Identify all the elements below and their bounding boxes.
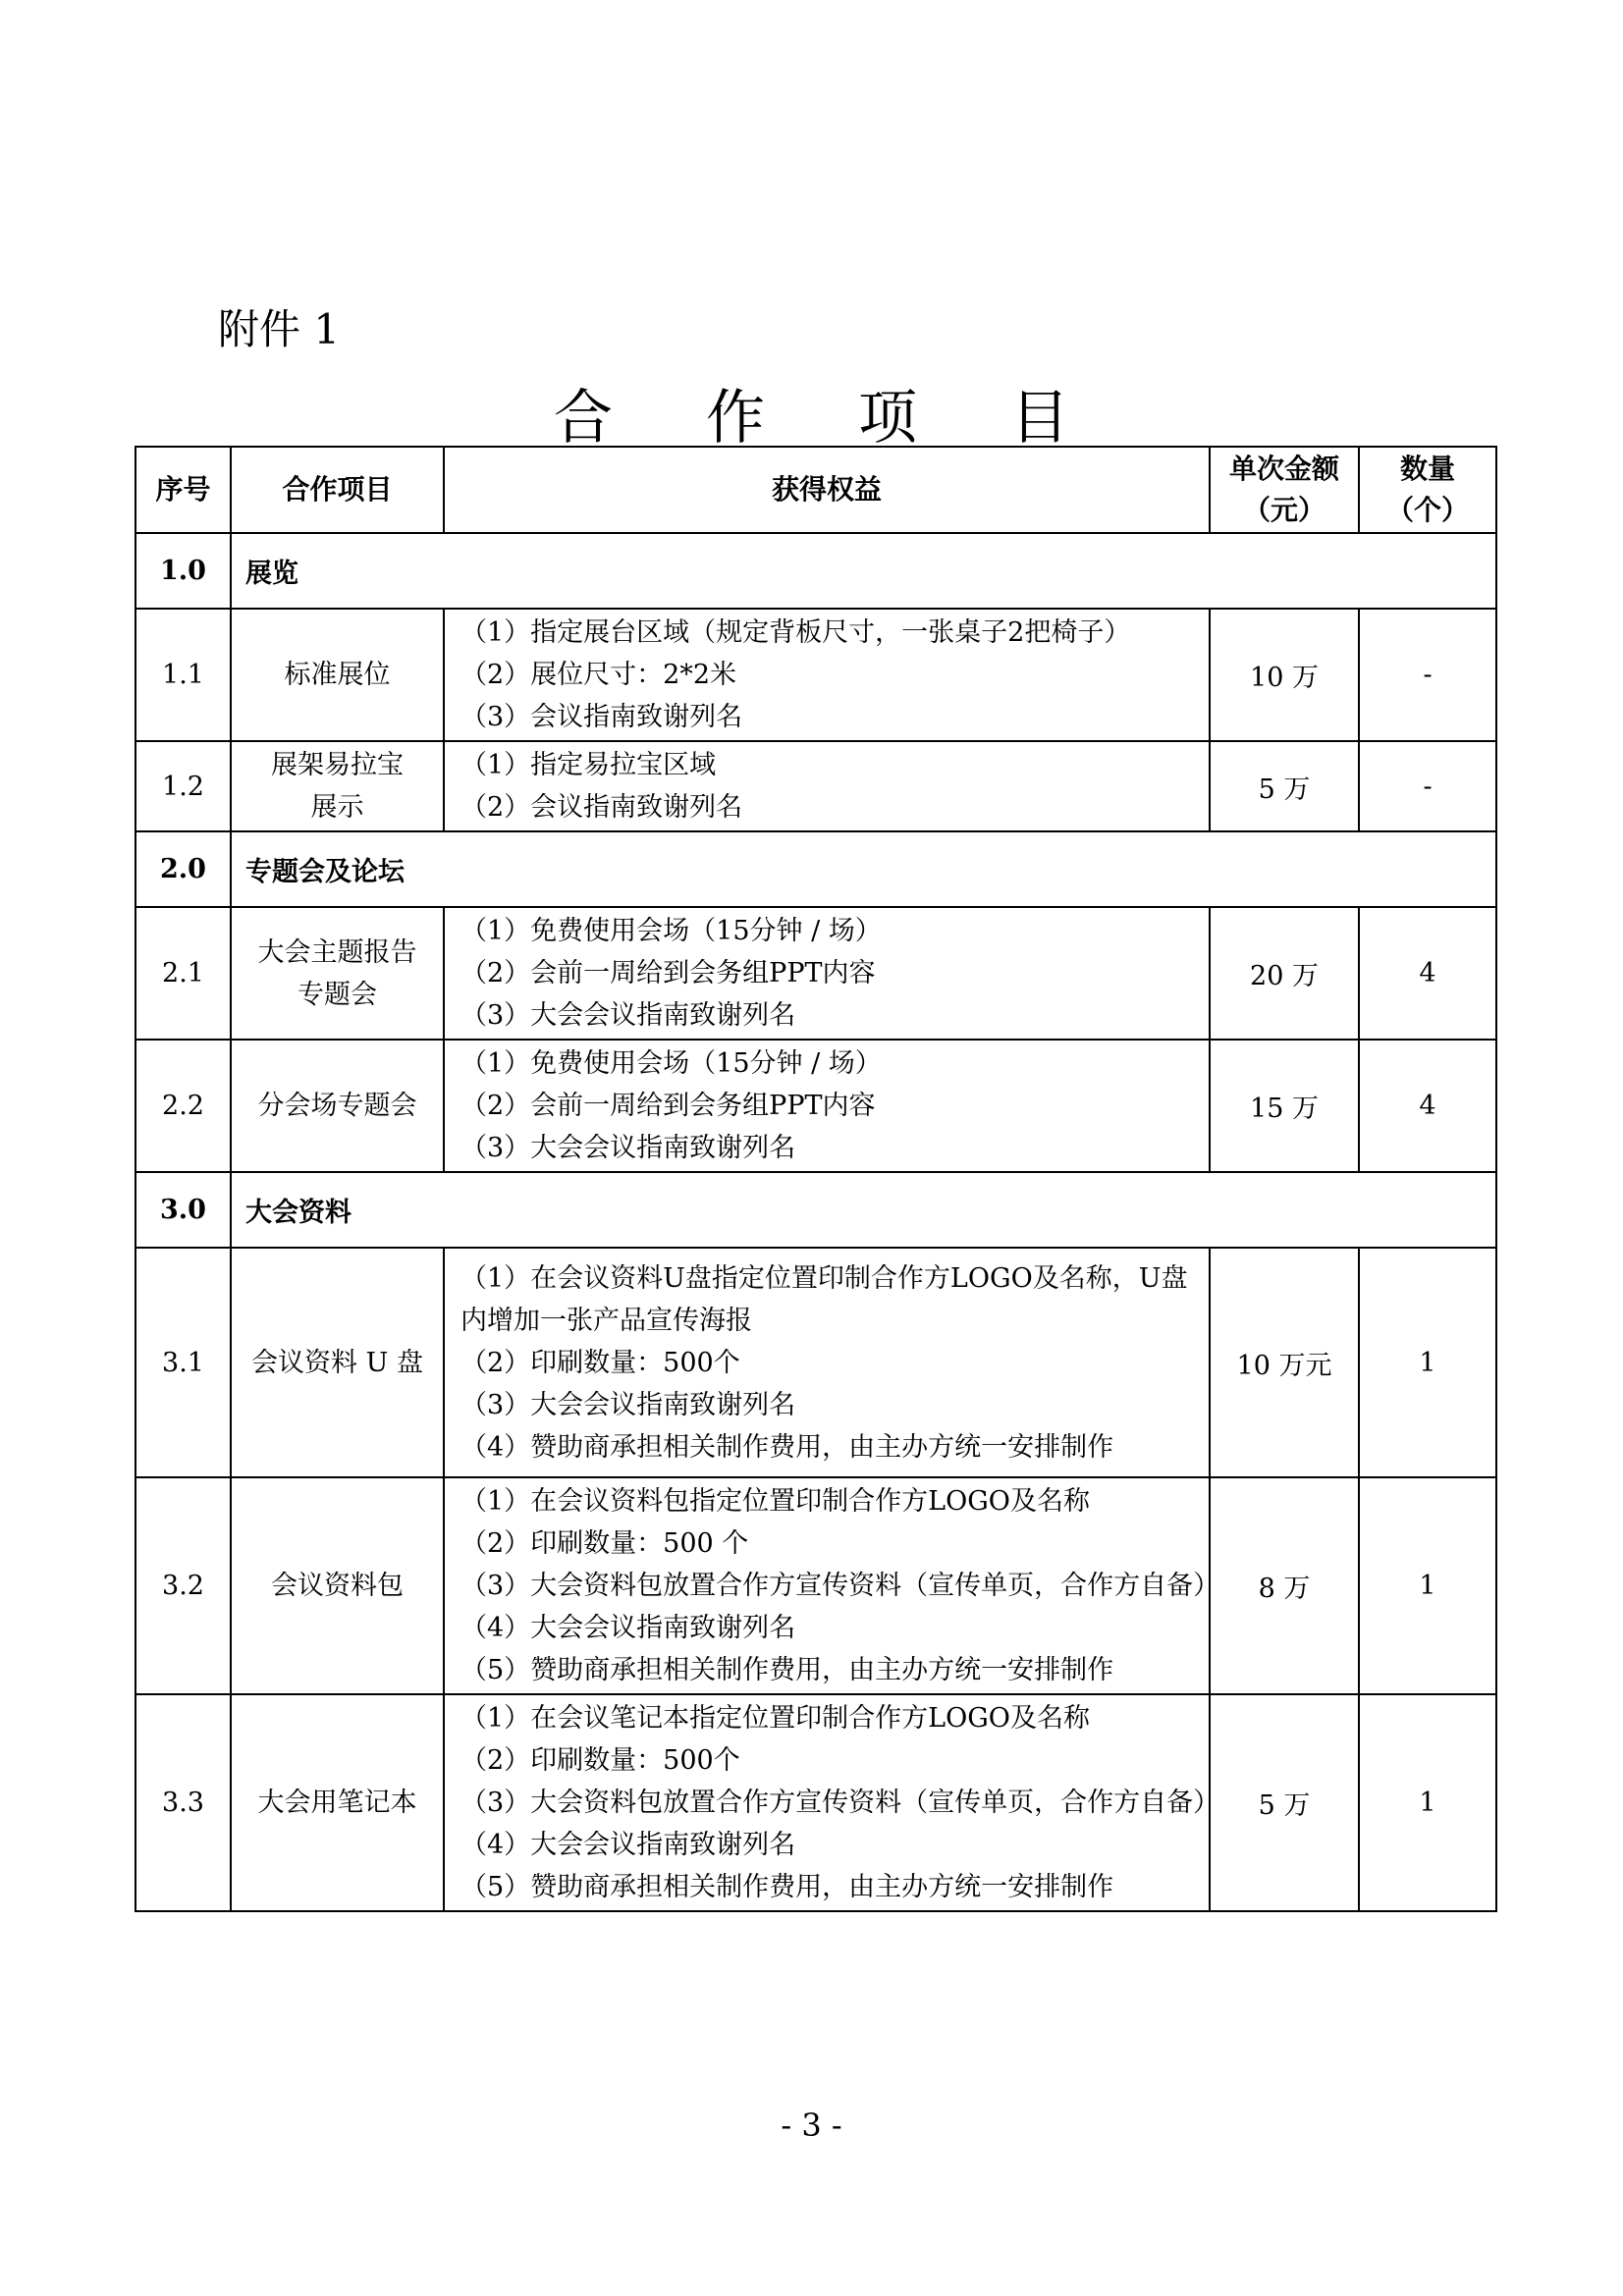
benefit-line: （3）大会会议指南致谢列名 [460,1133,796,1163]
benefit-line: （2）印刷数量：500个 [460,1347,740,1378]
header-qty: 数量 （个） [1359,447,1496,533]
price-cell: 8 万 [1210,1477,1359,1694]
benefit-line: （1）在会议笔记本指定位置印制合作方LOGO及名称 [460,1703,1090,1734]
item-name: 展架易拉宝 展示 [231,741,444,831]
table-row [135,1477,1496,1694]
row-number: 1.1 [135,609,231,741]
section-row [135,1172,1496,1248]
section-number: 3.0 [135,1172,231,1248]
attachment-label: 附件 1 [218,305,341,353]
benefits-cell [444,1477,1220,1694]
section-number: 1.0 [135,533,231,609]
item-name: 会议资料 U 盘 [231,1248,444,1477]
row-number: 1.2 [135,741,231,831]
item-name: 大会主题报告 专题会 [231,907,444,1040]
table-row [135,907,1496,1040]
price-cell: 10 万元 [1210,1248,1359,1477]
table-row [135,1694,1496,1911]
benefit-line: （1）在会议资料包指定位置印制合作方LOGO及名称 [460,1486,1090,1517]
benefit-line: （1）免费使用会场（15分钟 / 场） [460,1048,882,1079]
row-number: 2.1 [135,907,231,1040]
row-number: 3.2 [135,1477,231,1694]
benefit-line: （4）大会会议指南致谢列名 [460,1613,796,1643]
section-row [135,831,1496,907]
price-cell: 10 万 [1210,609,1359,741]
price-cell: 20 万 [1210,907,1359,1040]
item-name: 大会用笔记本 [231,1694,444,1911]
section-name: 大会资料 [231,1172,1496,1248]
quantity-cell: - [1359,741,1496,831]
document-title: 合 作 项 目 [553,384,1108,453]
quantity-cell: 4 [1359,907,1496,1040]
row-number: 3.3 [135,1694,231,1911]
price-cell: 15 万 [1210,1040,1359,1172]
section-name: 展览 [231,533,1496,609]
benefits-cell [444,1694,1220,1911]
benefit-line: （5）赞助商承担相关制作费用，由主办方统一安排制作 [460,1872,1114,1902]
benefit-line: （2）展位尺寸：2*2米 [460,660,737,690]
section-row [135,533,1496,609]
header-item: 合作项目 [231,447,444,533]
benefit-line: （2）会议指南致谢列名 [460,792,743,823]
benefit-line: （2）印刷数量：500 个 [460,1528,749,1559]
benefit-line: （1）指定展台区域（规定背板尺寸，一张桌子2把椅子） [460,617,1131,648]
cooperation-table [135,446,1497,1912]
quantity-cell: 4 [1359,1040,1496,1172]
quantity-cell: - [1359,609,1496,741]
benefit-line: （3）大会会议指南致谢列名 [460,1000,796,1031]
price-cell: 5 万 [1210,1694,1359,1911]
item-name: 会议资料包 [231,1477,444,1694]
section-name: 专题会及论坛 [231,831,1496,907]
benefit-line: （4）赞助商承担相关制作费用，由主办方统一安排制作 [460,1431,1114,1463]
price-cell: 5 万 [1210,741,1359,831]
benefit-line: （2）会前一周给到会务组PPT内容 [460,958,876,988]
benefit-line: （1）指定易拉宝区域 [460,750,717,780]
header-benefits: 获得权益 [444,447,1210,533]
benefit-line: （1）免费使用会场（15分钟 / 场） [460,916,882,946]
benefit-line: （5）赞助商承担相关制作费用，由主办方统一安排制作 [460,1655,1114,1685]
item-name: 标准展位 [231,609,444,741]
benefit-line: （4）大会会议指南致谢列名 [460,1830,796,1860]
section-number: 2.0 [135,831,231,907]
header-seq: 序号 [135,447,231,533]
benefit-line: （3）大会资料包放置合作方宣传资料（宣传单页，合作方自备） [460,1788,1220,1818]
quantity-cell: 1 [1359,1694,1496,1911]
table-header-row [135,447,1496,533]
row-number: 2.2 [135,1040,231,1172]
row-number: 3.1 [135,1248,231,1477]
table-row [135,1248,1496,1477]
benefits-cell [444,907,1210,1040]
table-row [135,1040,1496,1172]
quantity-cell: 1 [1359,1248,1496,1477]
item-name: 分会场专题会 [231,1040,444,1172]
benefits-cell [444,741,1210,831]
table-row [135,609,1496,741]
benefit-line: （2）会前一周给到会务组PPT内容 [460,1091,876,1121]
benefits-cell [444,1248,1210,1477]
benefits-cell [444,1040,1210,1172]
benefit-line: （3）大会会议指南致谢列名 [460,1389,796,1420]
quantity-cell: 1 [1359,1477,1496,1694]
table-row [135,741,1496,831]
header-price: 单次金额 （元） [1210,447,1359,533]
benefit-line: （3）会议指南致谢列名 [460,702,743,732]
page-number: - 3 - [781,2107,842,2144]
benefit-line: （2）印刷数量：500个 [460,1745,740,1776]
benefit-line: （1）在会议资料U盘指定位置印制合作方LOGO及名称，U盘内增加一张产品宣传海报 [460,1262,1188,1336]
benefit-line: （3）大会资料包放置合作方宣传资料（宣传单页，合作方自备） [460,1571,1220,1601]
benefits-cell [444,609,1210,741]
